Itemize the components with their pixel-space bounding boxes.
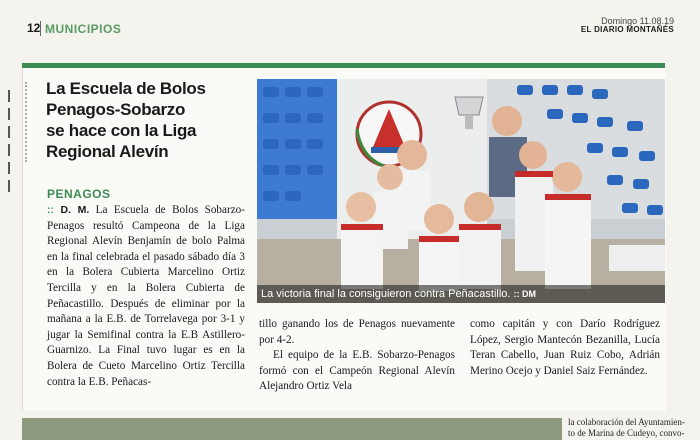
photo-illustration (257, 79, 665, 303)
previous-article-edge (0, 90, 20, 240)
next-article-photo (22, 418, 562, 440)
headline-marker (25, 82, 32, 162)
headline-line: Regional Alevín (46, 142, 169, 161)
photo-caption (257, 285, 665, 303)
headline-line: se hace con la Liga (46, 121, 197, 140)
byline-marker: :: (47, 204, 54, 216)
photo-credit: :: DM (513, 289, 537, 299)
article-column-1 (47, 203, 245, 390)
headline-line: Penagos-Sobarzo (46, 100, 186, 119)
issue-date: Domingo 11.08.19 (601, 16, 674, 26)
paragraph: tillo ganando los de Penagos nuevamente por 4-2. (259, 318, 455, 346)
team-photo (257, 79, 665, 303)
caption-text: La victoria final la consiguieron contra Peñacastillo. (261, 288, 511, 300)
next-article-text (568, 417, 698, 439)
article-headline (46, 78, 246, 162)
headline-line: La Escuela de Bolos (46, 79, 206, 98)
paragraph: El equipo de la E.B. Sobarzo-Penagos formó con el Campeón Regional Alevín Alejandro Ortiz Vela (259, 349, 455, 393)
cropped-text-edge (0, 90, 20, 240)
article-column-2 (259, 317, 455, 395)
newspaper-name: EL DIARIO MONTAÑÉS (580, 25, 674, 34)
lead-paragraph: La Escuela de Bolos Sobarzo-Penagos resultó Campeona de la Liga Regional Alevín Benjamín de bolo Palma en la final celebrada el pasado sábado día 3 en la Bolera Cubierta Marcelino Ortiz Tercilla y en la Bolera Cubierta de Peñacastillo. Después de eliminar por la mañana a la E.B. de Torrelavega por 3-1 y jugar la Semifinal contra la E.B Astillero-Guarnizo. La Final tuvo lugar es en la Bolera de Cueto Marcelino Ortiz Tercilla contra la E.B. Peñacas- (47, 204, 245, 388)
byline (47, 204, 89, 216)
next-article-line: to de Marina de Cudeyo, convo- (568, 428, 685, 438)
section-title: MUNICIPIOS (45, 22, 122, 36)
paragraph: como capitán y con Darío Rodríguez López, Sergio Mantecón Bezanilla, Lucía Teran Cabello, Juan Ruiz Cobo, Adrián Merino Ocejo y Daniel Saiz Fernández. (470, 318, 660, 377)
next-article-line: la colaboración del Ayuntamien- (568, 417, 685, 427)
page-header (0, 0, 700, 44)
article-column-3 (470, 317, 660, 379)
header-divider (40, 21, 41, 36)
dateline-location: PENAGOS (47, 187, 111, 201)
page-number: 12 (27, 21, 41, 35)
byline-author: D. M. (60, 204, 90, 216)
